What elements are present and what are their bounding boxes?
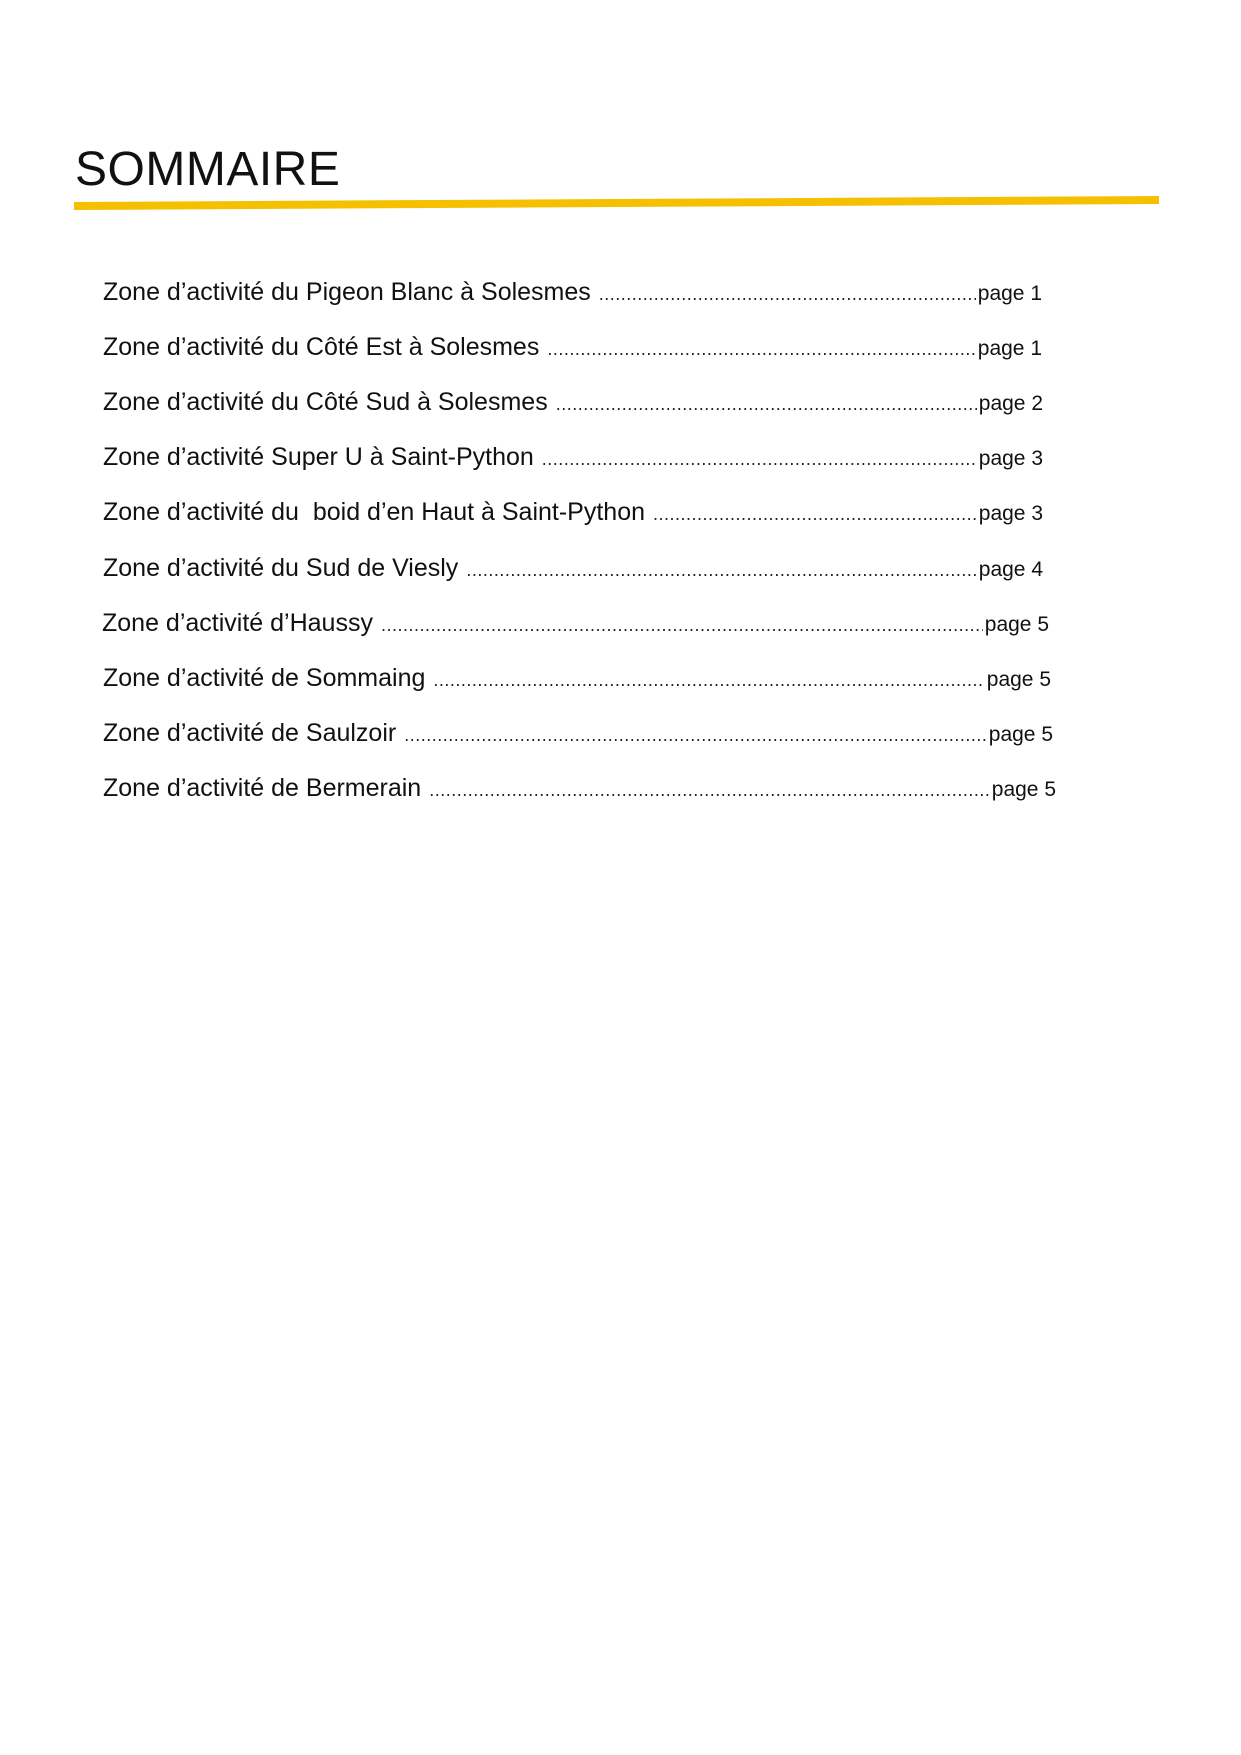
toc-dot-leader	[466, 560, 976, 581]
toc-entry[interactable]	[103, 388, 1043, 424]
toc-dot-leader	[547, 339, 975, 360]
toc-entry-page: page 3	[978, 447, 1043, 470]
toc-entry[interactable]	[103, 554, 1043, 590]
page-title: SOMMAIRE	[75, 143, 341, 196]
toc-dot-leader	[542, 449, 977, 470]
toc-entry-page: page 5	[988, 723, 1053, 746]
toc-dot-leader	[653, 504, 977, 525]
toc-entry-label: Zone d’activité du boid d’en Haut à Saint-Python	[103, 498, 646, 526]
toc-entry-label: Zone d’activité de Bermerain	[103, 774, 422, 802]
toc-entry[interactable]	[103, 719, 1053, 755]
toc-entry[interactable]	[103, 498, 1043, 534]
toc-entry-label: Zone d’activité de Saulzoir	[103, 719, 397, 747]
toc-entry-page: page 5	[986, 668, 1051, 691]
toc-entry-label: Zone d’activité du Côté Sud à Solesmes	[103, 388, 548, 416]
toc-entry-page: page 3	[978, 502, 1043, 525]
toc-entry[interactable]	[103, 774, 1056, 810]
toc-dot-leader	[404, 725, 987, 746]
toc-entry-label: Zone d’activité de Sommaing	[103, 664, 426, 692]
toc-entry-page: page 1	[977, 337, 1042, 360]
toc-entry[interactable]	[103, 278, 1042, 314]
toc-entry-label: Zone d’activité du Sud de Viesly	[103, 554, 459, 582]
toc-entry-page: page 1	[977, 282, 1042, 305]
toc-dot-leader	[429, 780, 990, 801]
toc-entry[interactable]	[103, 664, 1051, 700]
toc-entry-label: Zone d’activité d’Haussy	[102, 609, 373, 637]
toc-entry-page: page 5	[984, 613, 1049, 636]
toc-entry-page: page 5	[991, 778, 1056, 801]
toc-dot-leader	[381, 615, 983, 636]
toc-entry-page: page 2	[978, 392, 1043, 415]
toc-dot-leader	[556, 394, 977, 415]
toc-dot-leader	[433, 670, 984, 691]
toc-entry-label: Zone d’activité du Côté Est à Solesmes	[103, 333, 540, 361]
toc-entry-label: Zone d’activité du Pigeon Blanc à Solesmes	[103, 278, 591, 306]
toc-entry[interactable]	[103, 333, 1042, 369]
toc-dot-leader	[599, 284, 976, 305]
toc-entry[interactable]	[102, 609, 1049, 645]
toc-entry-label: Zone d’activité Super U à Saint-Python	[103, 443, 534, 471]
toc-entry-page: page 4	[978, 558, 1043, 581]
toc-entry[interactable]	[103, 443, 1043, 479]
